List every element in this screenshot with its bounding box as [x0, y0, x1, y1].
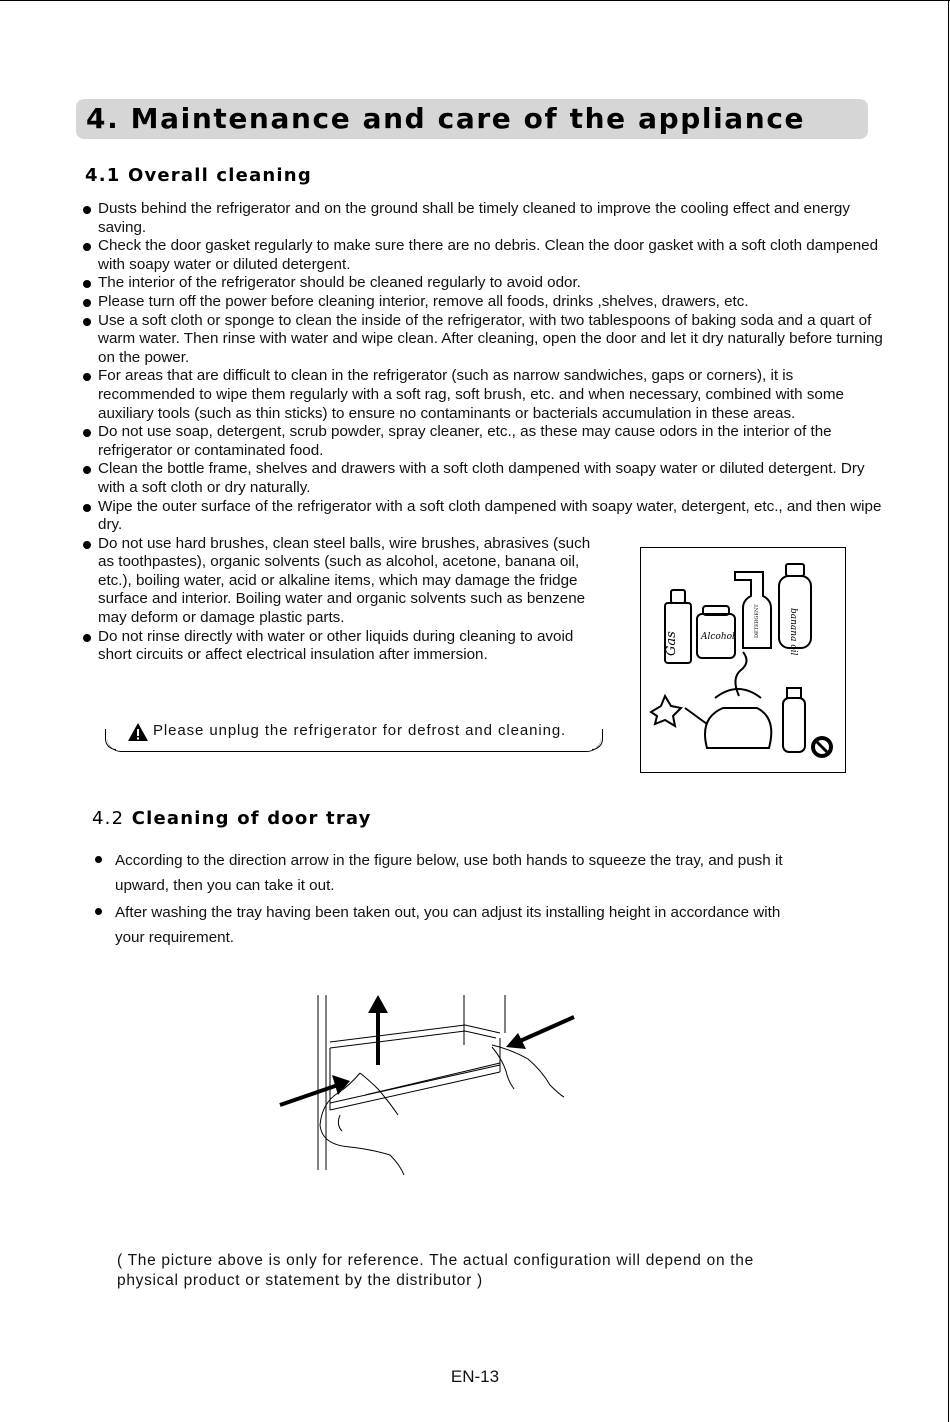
prohibited-cleaners-figure — [640, 547, 846, 773]
list-item: Do not use hard brushes, clean steel balls, wire brushes, abrasives (such as toothpastes), organic solvents (such as alcohol, acetone, banana oil, etc.), boiling water, acid or alkaline items, which may damage the fridge surface and interior. Boiling water and organic solvents such as benzene may deform or damage plastic parts. — [82, 535, 608, 628]
list-item: Dusts behind the refrigerator and on the ground shall be timely cleaned to improve the cooling effect and energy saving. — [82, 200, 892, 237]
banana-oil-label: banana oil — [788, 608, 798, 656]
spray-bottle-icon — [735, 572, 771, 648]
list-item: Do not use soap, detergent, scrub powder, spray cleaner, etc., as these may cause odors in the interior of the refrigerator or contaminated food. — [82, 423, 892, 460]
gas-label: Gas — [664, 631, 679, 656]
list-item: Check the door gasket regularly to make sure there are no debris. Clean the door gasket with a soft cloth dampened with soapy water or diluted detergent. — [82, 237, 892, 274]
reference-note: ( The picture above is only for reference. The actual configuration will depend on the physical product or statement by the distributor ) — [117, 1252, 754, 1289]
page-border-right — [948, 0, 949, 1422]
list-item: The interior of the refrigerator should be cleaned regularly to avoid odor. — [82, 274, 892, 293]
list-item: Use a soft cloth or sponge to clean the inside of the refrigerator, with two tablespoons of baking soda and a quart of warm water. Then rinse with water and wipe clean. After cleaning, open the door and let it dry naturally before turning on the power. — [82, 312, 892, 368]
list-item: Wipe the outer surface of the refrigerator with a soft cloth dampened with soapy water, detergent, etc., and then wipe dry. — [82, 498, 892, 535]
page-border-top — [0, 0, 950, 1]
section-title: 4. Maintenance and care of the appliance — [86, 102, 806, 135]
list-item: After washing the tray having been taken out, you can adjust its installing height in accordance with your requirement. — [92, 900, 812, 950]
flask-icon — [783, 698, 805, 752]
overall-cleaning-title: 4.1 Overall cleaning — [85, 165, 312, 186]
kettle-icon — [705, 708, 771, 748]
warning-callout — [107, 719, 601, 752]
cleaning-hazards-illustration — [641, 548, 845, 772]
door-tray-title — [92, 808, 372, 829]
alcohol-label: Alcohol — [701, 632, 735, 642]
page-number: EN-13 — [450, 1367, 500, 1386]
list-item: Clean the bottle frame, shelves and drawers with a soft cloth dampened with soapy water or diluted detergent. Dry with a soft cloth or dry naturally. — [82, 460, 892, 497]
detergent-label: DETERGENT — [754, 604, 760, 638]
list-item: For areas that are difficult to clean in the refrigerator (such as narrow sandwiches, gaps or corners), it is recommended to wipe them regularly with a soft rag, soft brush, etc. and when necessary, combined with some auxiliary tools (such as thin sticks) to ensure no contaminants or bacterials accumulation in these areas. — [82, 367, 892, 423]
section-banner — [76, 99, 868, 139]
door-tray-title-text: Cleaning of door tray — [131, 808, 372, 829]
door-tray-list — [92, 848, 812, 952]
list-item: Do not rinse directly with water or other liquids during cleaning to avoid short circuits or affect electrical insulation after immersion. — [82, 628, 608, 665]
prohibited-icon — [811, 736, 833, 758]
warning-triangle-icon — [127, 722, 149, 742]
list-item: Please turn off the power before cleaning interior, remove all foods, drinks ,shelves, drawers, etc. — [82, 293, 892, 312]
list-item: According to the direction arrow in the figure below, use both hands to squeeze the tray, and push it upward, then you can take it out. — [92, 848, 812, 898]
door-tray-title-number: 4.2 — [92, 808, 125, 829]
door-tray-removal-figure — [270, 985, 590, 1180]
door-tray-illustration — [270, 985, 590, 1180]
warning-text: Please unplug the refrigerator for defrost and cleaning. — [153, 722, 567, 739]
